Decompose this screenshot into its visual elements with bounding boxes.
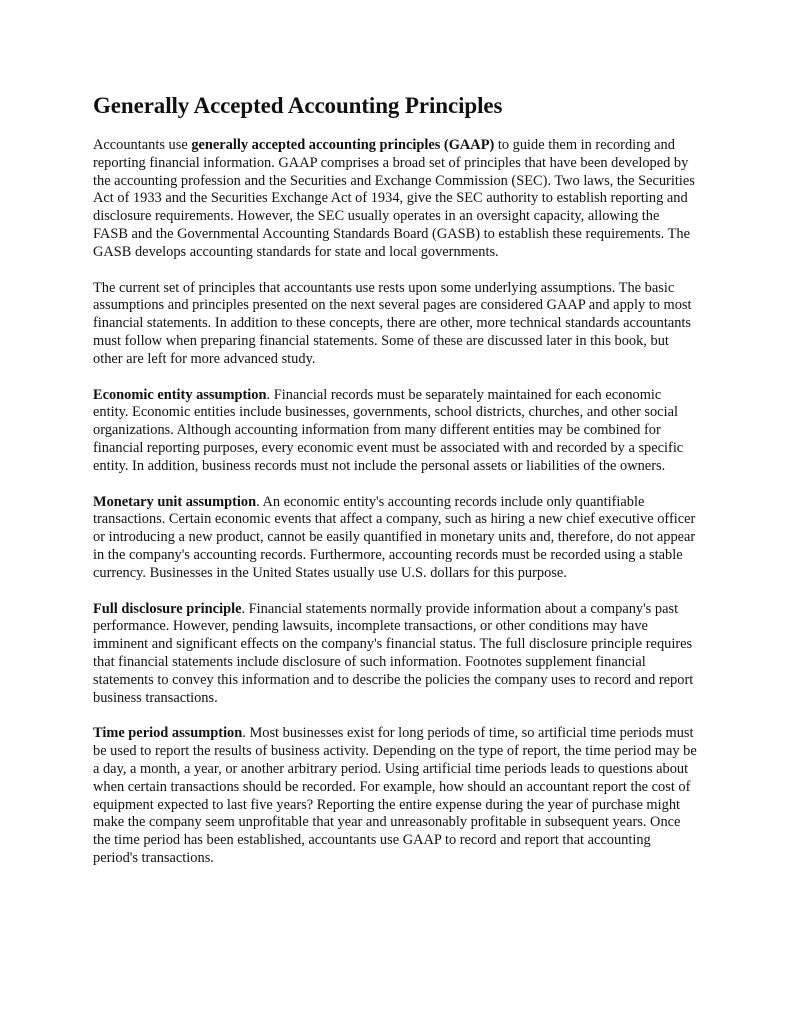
paragraph-economic-entity (93, 387, 697, 476)
paragraph-underlying-assumptions (93, 280, 697, 369)
paragraph-text: . Financial records must be separately maintained for each economic entity. Economic entities include businesses, governments, school districts, churches, and other social organizations. Although accounting information from many different entities may be combined for financial reporting purposes, every economic event must be associated with and recorded by a specific entity. In addition, business records must not include the personal assets or liabilities of the owners. (93, 386, 684, 474)
term-time-period: Time period assumption (93, 725, 243, 742)
paragraph-full-disclosure (93, 601, 697, 708)
paragraph-text: The current set of principles that accountants use rests upon some underlying assumptions. The basic assumptions and principles presented on the next several pages are considered GAAP and apply to most financial statements. In addition to these concepts, there are other, more technical standards accountants must follow when preparing financial statements. Some of these are discussed later in this book, but other are left for more advanced study. (93, 279, 692, 367)
paragraph-text: . Most businesses exist for long periods of time, so artificial time periods must be used to report the results of business activity. Depending on the type of report, the time period may be a day, a month, a year, or another arbitrary period. Using artificial time periods leads to questions about when certain transactions should be recorded. For example, how should an accountant report the cost of equipment expected to last five years? Reporting the entire expense during the year of purchase might make the company seem unprofitable that year and unreasonably profitable in subsequent years. Once the time period has been established, accountants use GAAP to record and report that accounting period's transactions. (93, 725, 697, 866)
term-monetary-unit: Monetary unit assumption (93, 493, 257, 510)
term-economic-entity: Economic entity assumption (93, 386, 267, 403)
document-page (93, 91, 697, 886)
paragraph-time-period (93, 725, 697, 867)
paragraph-text: . Financial statements normally provide information about a company's past performance. However, pending lawsuits, incomplete transactions, or other conditions may have imminent and significant effects on the company's financial status. The full disclosure principle requires that financial statements include disclosure of such information. Footnotes supplement financial statements to convey this information and to describe the policies the company uses to record and report business transactions. (93, 600, 694, 706)
term-full-disclosure: Full disclosure principle (93, 600, 242, 617)
page-title: Generally Accepted Accounting Principles (93, 93, 503, 118)
paragraph-gaap-intro (93, 137, 697, 262)
paragraph-text: to guide them in recording and reporting financial information. GAAP comprises a broad set of principles that have been developed by the accounting profession and the Securities and Exchange Commission (SEC). Two laws, the Securities Act of 1933 and the Securities Exchange Act of 1934, give the SEC authority to establish reporting and disclosure requirements. However, the SEC usually operates in an oversight capacity, allowing the FASB and the Governmental Accounting Standards Board (GASB) to establish these requirements. The GASB develops accounting standards for state and local governments. (93, 137, 695, 260)
term-gaap: generally accepted accounting principles (GAAP) (191, 137, 495, 153)
paragraph-pre: Accountants use (93, 137, 192, 153)
paragraph-monetary-unit (93, 494, 697, 583)
paragraph-text: . An economic entity's accounting records include only quantifiable transactions. Certain economic events that affect a company, such as hiring a new chief executive officer or introducing a new product, cannot be easily quantified in monetary units and, therefore, do not appear in the company's accounting records. Furthermore, accounting records must be recorded using a stable currency. Businesses in the United States usually use U.S. dollars for this purpose. (93, 493, 696, 581)
